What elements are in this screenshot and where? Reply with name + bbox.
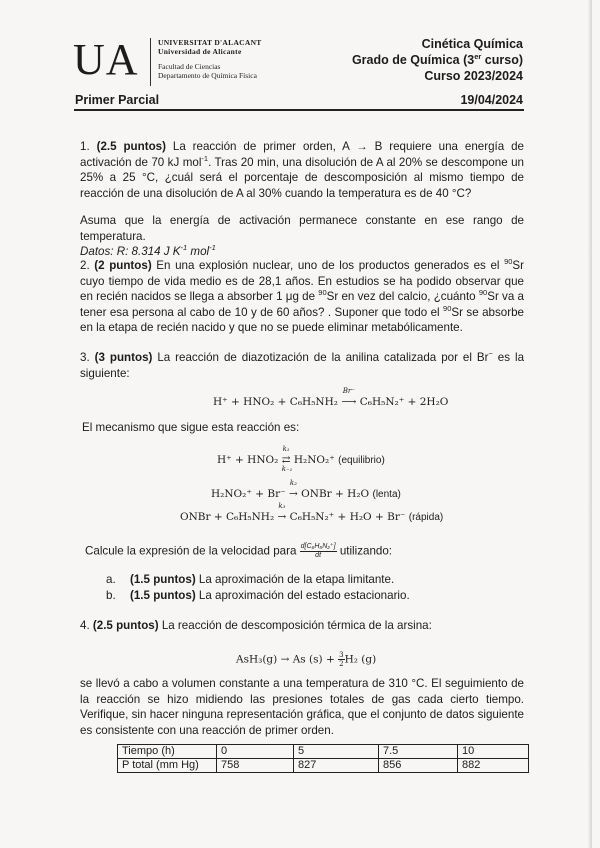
q1-number: 1.: [80, 140, 97, 153]
arsine-left: AsH₃(g) → As (s) +: [236, 653, 339, 666]
item-text: La aproximación del estado estacionario.: [195, 588, 410, 602]
q4-points: (2.5 puntos): [92, 619, 159, 632]
step1-kminus: k₋₁: [281, 465, 293, 473]
table-cell: 5: [294, 745, 379, 759]
table-cell: 758: [217, 759, 294, 773]
degree: [352, 52, 523, 68]
degree-end: curso): [481, 53, 523, 67]
q2-isotope-sup: 90: [478, 288, 488, 297]
q2-text-2: Sr cuyo tiempo de vida medio es de 28,1 años. En estudios se ha podido observar que en recién nacidos se llega a absorber 1 μg de: [80, 259, 525, 303]
university-name: [158, 38, 262, 56]
q1-data-a: Datos: R: 8.314 J K: [80, 245, 181, 258]
step2-note: (lenta): [372, 489, 401, 500]
table-row: [118, 745, 529, 759]
q2-number: 2.: [80, 259, 95, 272]
catalyst-label: Br⁻: [342, 387, 355, 395]
question-2: [80, 258, 524, 336]
q1-text-b: . Tras 20 min, una disolución de A al 20% se descompone un 25% a 25 °C, ¿cuál será el porcentaje de descomposición al mismo tiempo de reacción de una disolución de A al 30% cuando la temperatura es de 40 °C?: [80, 155, 524, 200]
q3-number: 3.: [80, 351, 95, 364]
step3-left: ONBr + C₆H₅NH₂: [180, 511, 275, 523]
q3-points: (3 puntos): [94, 351, 153, 364]
mechanism-intro: El mecanismo que sigue esta reacción es:: [82, 421, 300, 434]
overall-right: C₆H₅N₂⁺ + 2H₂O: [359, 396, 449, 408]
step3-k: k₃: [278, 502, 286, 510]
q1-data-sup1: -1: [180, 243, 188, 252]
q2-points: (2 puntos): [94, 259, 152, 272]
rate-expression-prompt: [85, 543, 392, 560]
q2-isotope-sup: 90: [504, 257, 513, 266]
faculty-name: [158, 62, 257, 80]
step1-left: H⁺ + HNO₂: [217, 454, 279, 466]
page-edge-shadow: [588, 0, 592, 848]
q1-sup: -1: [201, 153, 209, 163]
question-4-body: se llevó a cabo a volumen constante a una temperatura de 310 °C. El seguimiento de la reacción se hizo midiendo las presiones totales de gas cada cierto tiempo. Verifique, sin hacer ninguna representación gráfica, que el conjunto de datos siguiente es consistente con una reacción de primer orden.: [80, 677, 524, 737]
pressure-table: [117, 744, 529, 773]
university-line-2: Universidad de Alicante: [158, 47, 242, 56]
step1-right: H₂NO₂⁺: [293, 454, 335, 466]
step3-note: (rápida): [408, 512, 444, 523]
degree-text: Grado de Química (3: [351, 53, 475, 67]
rate-fraction: [300, 543, 337, 560]
q1-text-a: La reacción de primer orden, A → B requiere una energía de activación de 70 kJ mol: [80, 140, 525, 169]
fraction-denominator: 2: [339, 660, 344, 668]
step3-arrow: k₃ →: [277, 502, 287, 523]
step2-arrow: k₂ →: [289, 479, 298, 500]
fraction-numerator: 3: [339, 651, 344, 659]
q3-bromide-sup: −: [488, 349, 493, 358]
step1-note: (equilibrio): [338, 455, 385, 466]
overall-equation: [213, 387, 449, 408]
q1-points: (2.5 puntos): [96, 140, 166, 153]
question-4: [80, 618, 524, 634]
table-row: [118, 759, 529, 773]
table-cell: 882: [458, 759, 529, 773]
q2-text-1: En una explosión nuclear, uno de los productos generados es el: [151, 259, 505, 272]
table-cell: 7.5: [379, 745, 458, 759]
question-1-assumption: [80, 213, 524, 260]
exam-name: Primer Parcial: [75, 93, 160, 107]
q1-assume: Asuma que la energía de activación permanece constante en ese rango de temperatura.: [80, 214, 524, 243]
equilibrium-arrow: k₁ ⇄ k₋₁: [281, 445, 293, 473]
step3-right: C₆H₅N₂⁺ + H₂O + Br⁻: [289, 511, 406, 523]
q3-item-b: [106, 588, 410, 604]
step2-left: H₂NO₂⁺ + Br⁻: [211, 488, 286, 500]
q3-text-end: es la siguiente:: [80, 351, 525, 380]
table-header-cell: Tiempo (h): [118, 745, 217, 759]
overall-left: H⁺ + HNO₂ + C₆H₅NH₂: [213, 396, 338, 408]
step2-right: ONBr + H₂O: [301, 488, 370, 500]
table-cell: 856: [379, 759, 458, 773]
q2-isotope-sup: 90: [443, 303, 452, 313]
item-letter: a.: [106, 573, 116, 586]
course-info: [352, 36, 523, 84]
q4-text: La reacción de descomposición térmica de la arsina:: [158, 619, 432, 632]
rate-numerator: d[C₆H₅N₂⁺]: [300, 543, 336, 550]
q2-text-4: Sr va a tener esa persona al cabo de 10 y de 60 años? . Suponer que todo el: [80, 290, 524, 319]
q2-text-3: Sr en vez del calcio, ¿cuánto: [326, 290, 479, 303]
rate-denominator: dt: [315, 552, 322, 559]
table-cell: 10: [458, 745, 529, 759]
arsine-equation: [236, 651, 376, 668]
step1-k: k₁: [282, 445, 290, 453]
academic-year: Curso 2023/2024: [424, 69, 523, 83]
ua-logo: UA: [73, 35, 139, 84]
q3-text: La reacción de diazotización de la anilina catalizada por el Br: [152, 351, 489, 364]
arsine-right: H₂ (g): [344, 653, 377, 666]
q1-data-b: mol: [187, 245, 210, 258]
question-1: [80, 139, 524, 201]
question-3: [80, 350, 524, 381]
university-line-1: UNIVERSITAT D'ALACANT: [158, 38, 262, 47]
table-header-cell: P total (mm Hg): [118, 759, 217, 773]
table-cell: 827: [294, 759, 379, 773]
item-letter: b.: [106, 588, 116, 602]
mechanism-step-1: [217, 445, 385, 473]
mechanism-step-2: [211, 479, 401, 500]
q2-isotope-sup: 90: [318, 288, 327, 297]
calc-end: utilizando:: [339, 544, 393, 558]
q3-item-a: [106, 572, 410, 588]
header-rule: [74, 109, 524, 111]
faculty-line-2: Departamento de Química Física: [158, 71, 257, 80]
step2-k: k₂: [289, 479, 297, 487]
item-points: (1.5 puntos): [130, 573, 196, 586]
calc-text: Calcule la expresión de la velocidad para: [85, 544, 300, 558]
q4-number: 4.: [80, 619, 93, 632]
course-title: Cinética Química: [421, 37, 523, 51]
table-cell: 0: [217, 745, 294, 759]
item-text: La aproximación de la etapa limitante.: [195, 573, 395, 586]
exam-date: 19/04/2024: [460, 93, 523, 107]
catalyst-arrow: Br⁻ ⟶: [341, 387, 357, 408]
logo-divider: [150, 38, 151, 86]
mechanism-step-3: [180, 502, 444, 523]
degree-sup: er: [474, 52, 482, 61]
faculty-line-1: Facultad de Ciencias: [158, 62, 221, 71]
q1-data-sup2: -1: [209, 243, 216, 252]
q3-items: [106, 572, 410, 603]
q2-text-5: Sr se absorbe en la etapa de recién nacido y que no se puede eliminar metabólicamente.: [80, 305, 524, 334]
item-points: (1.5 puntos): [130, 588, 196, 602]
